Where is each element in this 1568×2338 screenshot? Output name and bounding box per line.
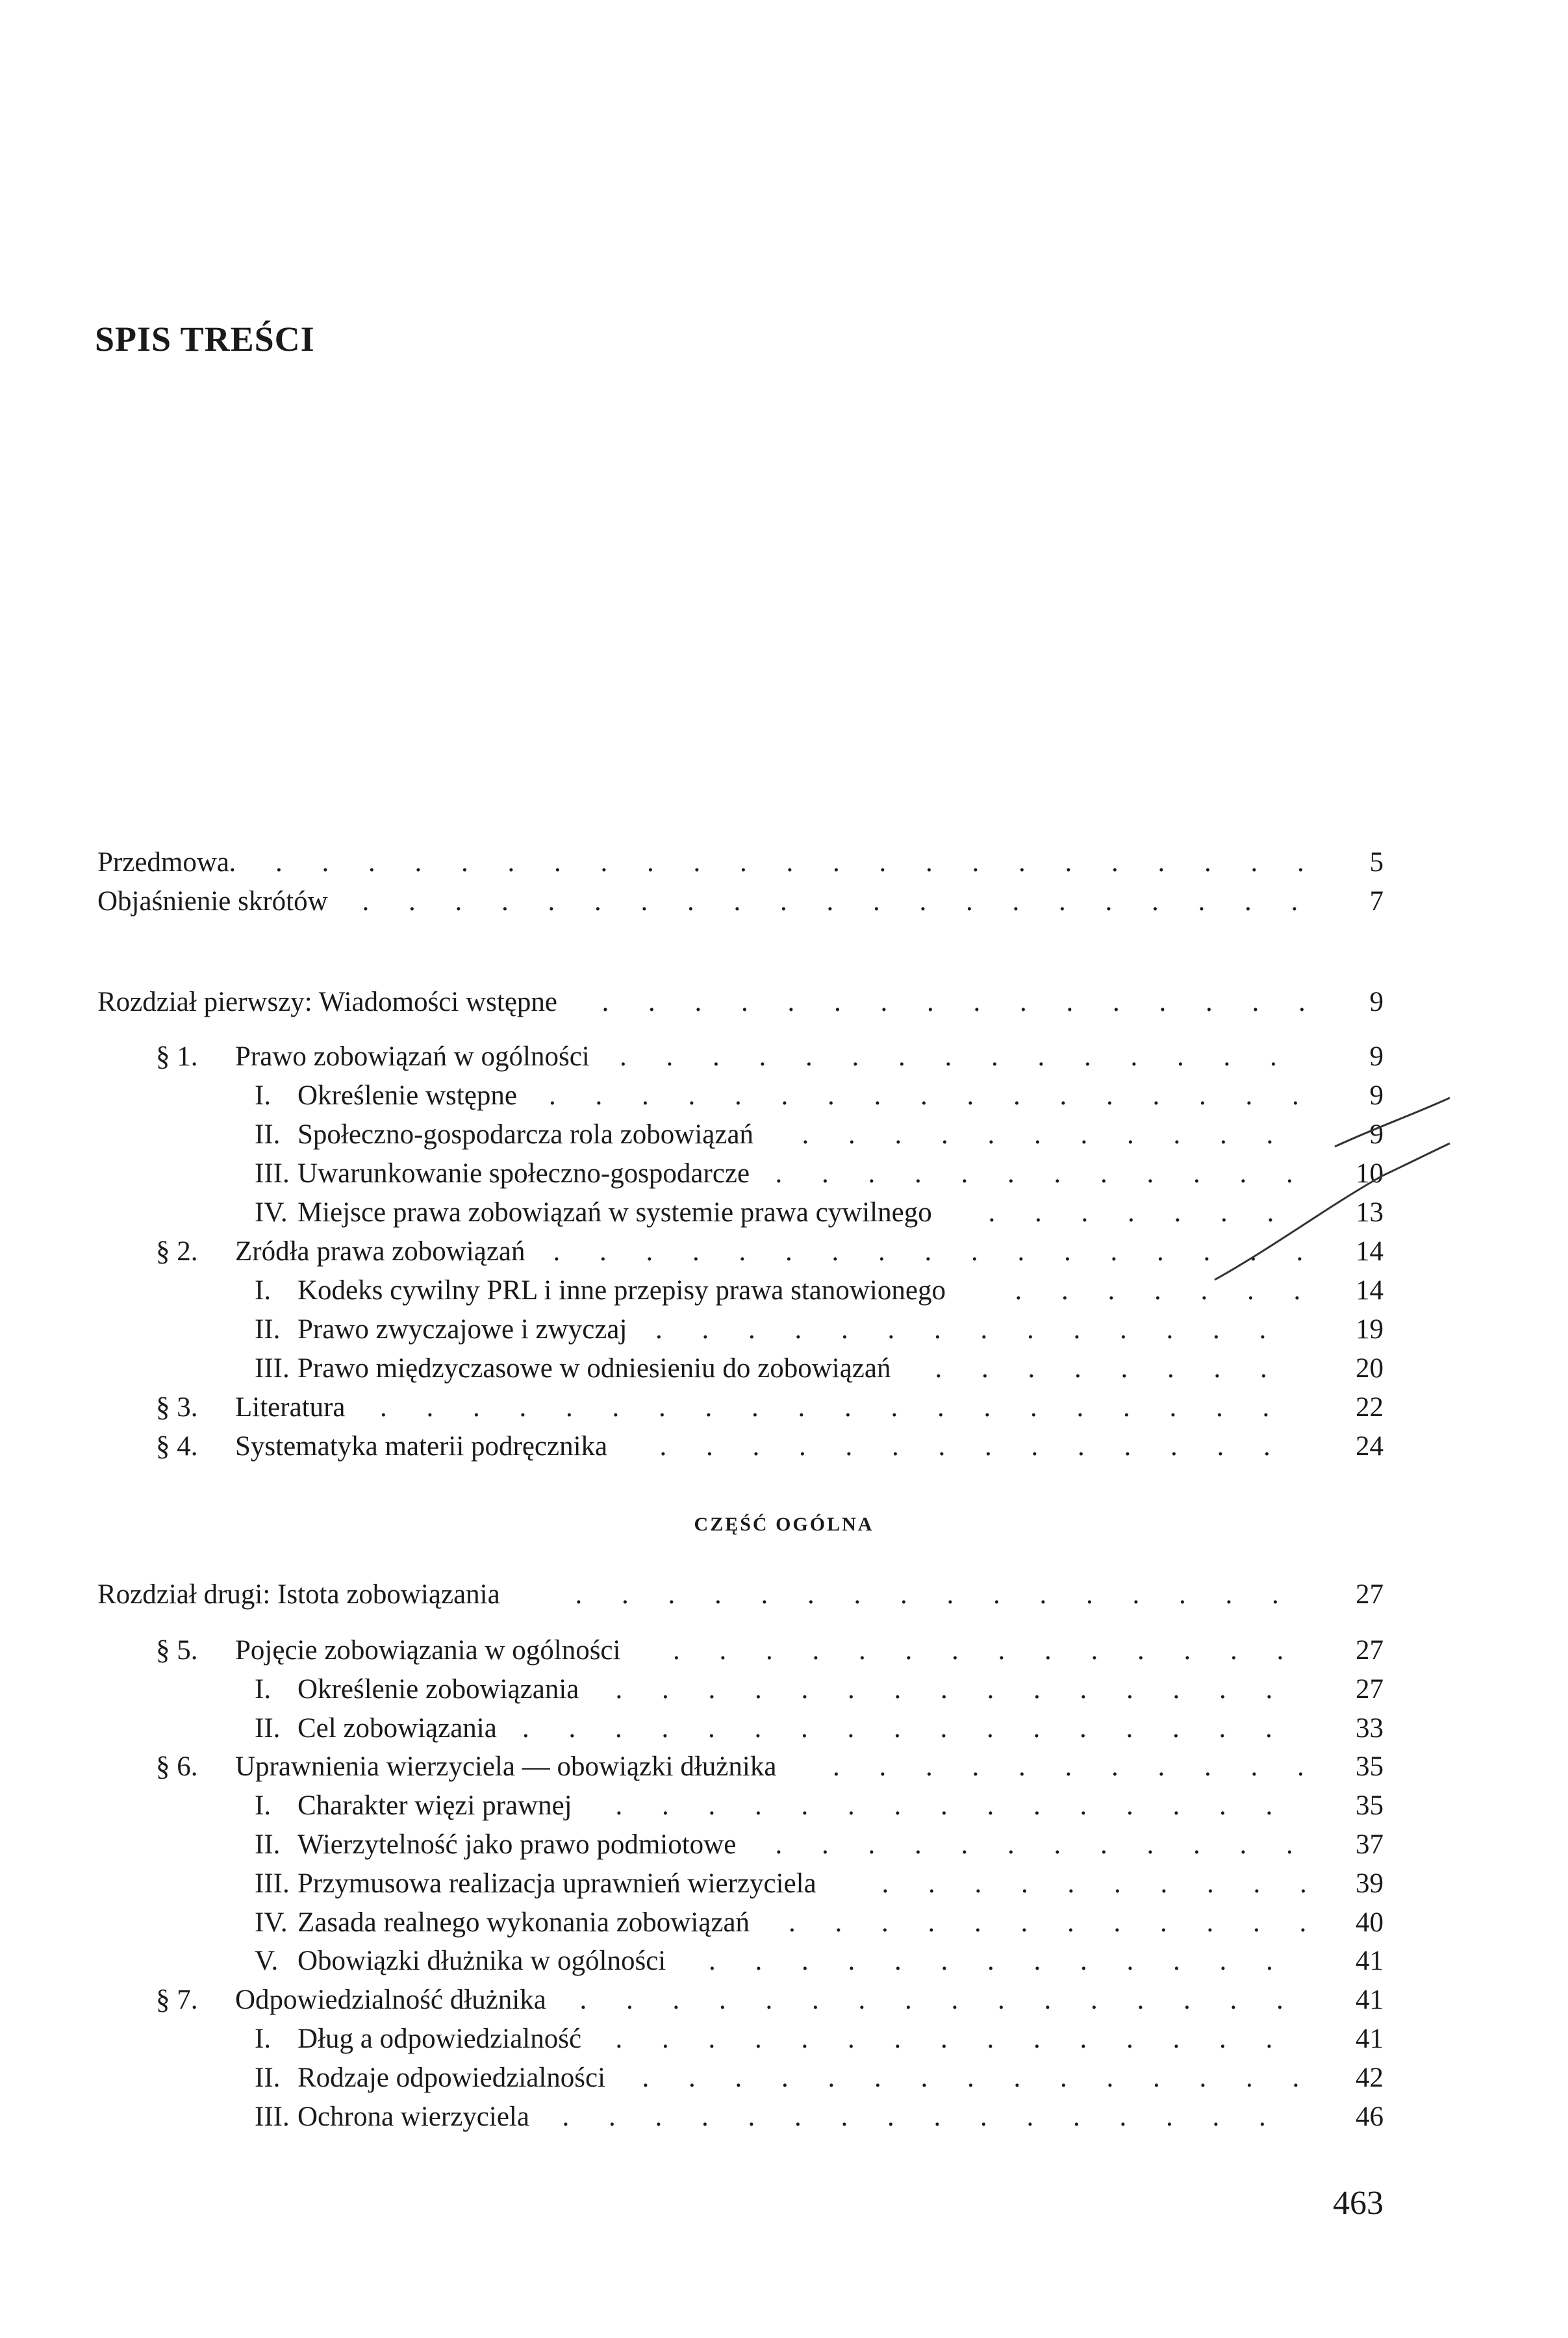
- entry-page-number: 39: [1356, 1868, 1384, 1899]
- entry-title: Systematyka materii podręcznika: [235, 1431, 608, 1462]
- entry-number: § 7.: [156, 1985, 198, 2016]
- entry-number: V.: [255, 1946, 279, 1977]
- entry-page-number: 35: [1356, 1751, 1384, 1783]
- entry-title: Uprawnienia wierzyciela — obowiązki dłużnika: [235, 1751, 777, 1783]
- entry-title: Charakter więzi prawnej: [297, 1790, 572, 1822]
- entry-number: § 6.: [156, 1751, 198, 1783]
- entry-number: I.: [255, 1080, 272, 1111]
- entry-page-number: 9: [1369, 1041, 1384, 1072]
- entry-page-number: 9: [1369, 1119, 1384, 1150]
- entry-page-number: 7: [1369, 886, 1384, 917]
- entry-number: III.: [255, 1868, 290, 1899]
- page-title: SPIS TREŚCI: [95, 320, 315, 359]
- entry-title: Prawo zwyczajowe i zwyczaj: [297, 1314, 627, 1345]
- entry-number: III.: [255, 1158, 290, 1189]
- entry-title: Prawo międzyczasowe w odniesieniu do zobowiązań: [297, 1353, 891, 1384]
- entry-page-number: 27: [1356, 1635, 1384, 1666]
- entry-title: Objaśnienie skrótów: [97, 886, 328, 917]
- entry-page-number: 24: [1356, 1431, 1384, 1462]
- entry-title: Cel zobowiązania: [297, 1712, 497, 1744]
- pen-stroke-mark: [1335, 1098, 1450, 1147]
- entry-title: Miejsce prawa zobowiązań w systemie prawa cywilnego: [297, 1197, 932, 1228]
- entry-title: Rozdział pierwszy: Wiadomości wstępne: [97, 987, 557, 1017]
- entry-page-number: 27: [1356, 1673, 1384, 1705]
- entry-page-number: 41: [1356, 1946, 1384, 1977]
- entry-title: Przedmowa: [97, 847, 229, 878]
- page-number: 463: [1333, 2185, 1384, 2222]
- entry-title: Literatura: [235, 1392, 346, 1423]
- entry-title: Rozdział drugi: Istota zobowiązania: [97, 1579, 500, 1610]
- entry-title: Społeczno-gospodarcza rola zobowiązań: [297, 1119, 754, 1150]
- entry-title: Prawo zobowiązań w ogólności: [235, 1041, 590, 1072]
- entry-number: IV.: [255, 1907, 288, 1938]
- entry-number: § 2.: [156, 1236, 198, 1267]
- entry-page-number: 5: [1369, 847, 1384, 878]
- entry-number: III.: [255, 2101, 290, 2132]
- entry-page-number: 27: [1356, 1579, 1384, 1610]
- entry-title: Wierzytelność jako prawo podmiotowe: [297, 1829, 737, 1860]
- entry-page-number: 13: [1356, 1197, 1384, 1228]
- entry-page-number: 46: [1356, 2101, 1384, 2132]
- entry-number: I.: [255, 2024, 272, 2054]
- entry-page-number: 20: [1356, 1353, 1384, 1384]
- entry-number: § 5.: [156, 1635, 198, 1666]
- entry-title: Rodzaje odpowiedzialności: [297, 2062, 606, 2093]
- entry-number: I.: [255, 1673, 272, 1705]
- entry-page-number: 9: [1369, 1080, 1384, 1111]
- entry-page-number: 33: [1356, 1712, 1384, 1744]
- entry-number: IV.: [255, 1197, 288, 1228]
- entry-page-number: 14: [1356, 1275, 1384, 1306]
- entry-page-number: 42: [1356, 2062, 1384, 2093]
- part-heading: CZĘŚĆ OGÓLNA: [694, 1514, 874, 1535]
- entry-page-number: 35: [1356, 1790, 1384, 1822]
- pen-stroke-mark: [1215, 1143, 1450, 1280]
- entry-number: I.: [255, 1790, 272, 1822]
- entry-title: Zródła prawa zobowiązań: [235, 1236, 525, 1267]
- entry-page-number: 14: [1356, 1236, 1384, 1267]
- entry-title: Przymusowa realizacja uprawnień wierzyciela: [297, 1868, 816, 1899]
- entry-title: Dług a odpowiedzialność: [297, 2024, 582, 2054]
- entry-title: Obowiązki dłużnika w ogólności: [297, 1946, 666, 1977]
- entry-number: II.: [255, 1712, 281, 1744]
- entry-title: Uwarunkowanie społeczno-gospodarcze: [297, 1158, 750, 1189]
- entry-title: Określenie wstępne: [297, 1080, 517, 1111]
- entry-number: I.: [255, 1275, 272, 1306]
- entry-page-number: 37: [1356, 1829, 1384, 1860]
- entry-title: Odpowiedzialność dłużnika: [235, 1985, 546, 2016]
- entry-title: Kodeks cywilny PRL i inne przepisy prawa stanowionego: [297, 1275, 946, 1306]
- entry-number: § 3.: [156, 1392, 198, 1423]
- entry-page-number: 19: [1356, 1314, 1384, 1345]
- entry-number: § 1.: [156, 1041, 198, 1072]
- entry-title: Ochrona wierzyciela: [297, 2101, 529, 2132]
- entry-number: II.: [255, 1119, 281, 1150]
- entry-number: § 4.: [156, 1431, 198, 1462]
- entry-page-number: 10: [1356, 1158, 1384, 1189]
- entry-title: Pojęcie zobowiązania w ogólności: [235, 1635, 621, 1666]
- entry-page-number: 22: [1356, 1392, 1384, 1423]
- entry-number: II.: [255, 1314, 281, 1345]
- entry-title: Zasada realnego wykonania zobowiązań: [297, 1907, 750, 1938]
- entry-page-number: 9: [1369, 987, 1384, 1017]
- entry-page-number: 40: [1356, 1907, 1384, 1938]
- entry-page-number: 41: [1356, 2024, 1384, 2054]
- entry-page-number: 41: [1356, 1985, 1384, 2016]
- entry-number: III.: [255, 1353, 290, 1384]
- entry-number: II.: [255, 2062, 281, 2093]
- entry-number: II.: [255, 1829, 281, 1860]
- entry-title: Określenie zobowiązania: [297, 1673, 579, 1705]
